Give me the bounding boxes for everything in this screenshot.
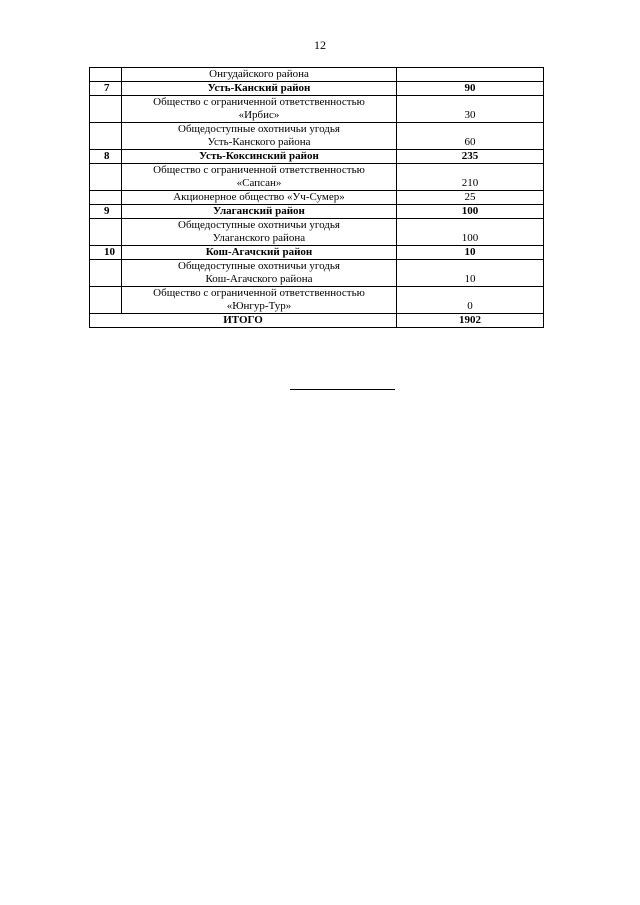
quota-table-body — [90, 68, 544, 314]
table-row — [90, 68, 544, 82]
district-name — [122, 205, 397, 219]
end-rule — [290, 389, 395, 390]
name-line: «Ирбис» — [238, 109, 280, 121]
name-line: Улаганского района — [212, 232, 306, 244]
row-number — [90, 164, 122, 191]
entity-name — [122, 96, 397, 123]
quota-value: 210 — [397, 164, 544, 191]
row-number — [90, 219, 122, 246]
name-line: Кош-Агачского района — [205, 273, 313, 285]
quota-value: 60 — [397, 123, 544, 150]
table-row — [90, 191, 544, 205]
entity-name — [122, 68, 397, 82]
district-row — [90, 150, 544, 164]
quota-value: 30 — [397, 96, 544, 123]
page-number: 12 — [314, 38, 326, 52]
quota-table — [89, 67, 544, 328]
name-line: Усть-Канский район — [207, 82, 311, 94]
table-row — [90, 219, 544, 246]
district-name — [122, 150, 397, 164]
table-row — [90, 287, 544, 314]
entity-name — [122, 191, 397, 205]
row-number: 10 — [90, 246, 122, 260]
entity-name — [122, 219, 397, 246]
table-row — [90, 96, 544, 123]
quota-value — [397, 68, 544, 82]
row-number — [90, 191, 122, 205]
name-line: Акционерное общество «Уч-Сумер» — [173, 191, 345, 203]
row-number — [90, 68, 122, 82]
name-line: Общедоступные охотничьи угодья — [178, 260, 340, 272]
entity-name — [122, 260, 397, 287]
name-line: Усть-Коксинский район — [199, 150, 319, 162]
district-name — [122, 82, 397, 96]
quota-value: 25 — [397, 191, 544, 205]
name-line: Усть-Канского района — [207, 136, 311, 148]
quota-value: 90 — [397, 82, 544, 96]
table-row — [90, 164, 544, 191]
quota-value: 235 — [397, 150, 544, 164]
name-line: Онгудайского района — [209, 68, 309, 80]
quota-value: 0 — [397, 287, 544, 314]
total-value: 1902 — [397, 314, 544, 328]
quota-value: 100 — [397, 205, 544, 219]
quota-value: 10 — [397, 246, 544, 260]
entity-name — [122, 287, 397, 314]
table-row — [90, 260, 544, 287]
district-row — [90, 82, 544, 96]
row-number: 8 — [90, 150, 122, 164]
entity-name — [122, 123, 397, 150]
quota-value: 10 — [397, 260, 544, 287]
total-row — [90, 314, 544, 328]
name-line: Общедоступные охотничьи угодья — [178, 123, 340, 135]
quota-value: 100 — [397, 219, 544, 246]
row-number — [90, 96, 122, 123]
name-line: Улаганский район — [213, 205, 305, 217]
name-line: «Юнгур-Тур» — [226, 300, 292, 312]
name-line: Общество с ограниченной ответственностью — [153, 287, 365, 299]
row-number: 9 — [90, 205, 122, 219]
name-line: Общество с ограниченной ответственностью — [153, 96, 365, 108]
total-label: ИТОГО — [90, 314, 397, 328]
row-number — [90, 260, 122, 287]
row-number — [90, 287, 122, 314]
table-row — [90, 123, 544, 150]
name-line: «Сапсан» — [236, 177, 282, 189]
district-row — [90, 246, 544, 260]
name-line: Общедоступные охотничьи угодья — [178, 219, 340, 231]
district-row — [90, 205, 544, 219]
entity-name — [122, 164, 397, 191]
row-number: 7 — [90, 82, 122, 96]
name-line: Кош-Агачский район — [205, 246, 313, 258]
district-name — [122, 246, 397, 260]
name-line: Общество с ограниченной ответственностью — [153, 164, 365, 176]
row-number — [90, 123, 122, 150]
